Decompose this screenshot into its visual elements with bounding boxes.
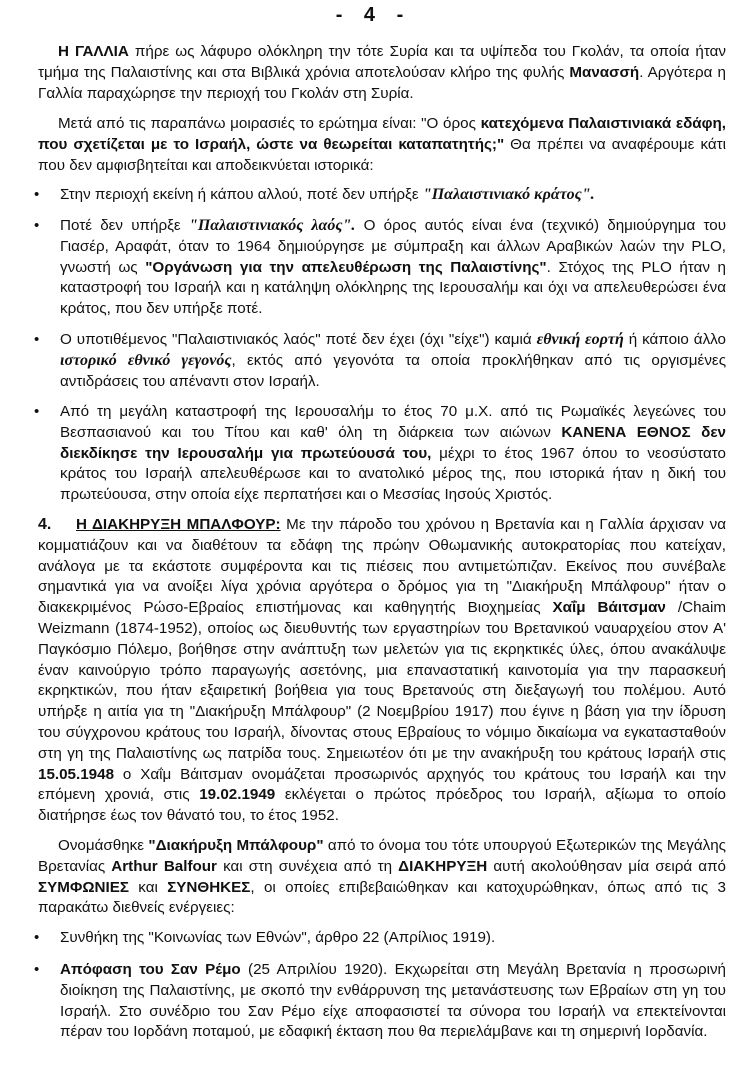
bold-text: Χαΐμ Βάιτσμαν (552, 599, 666, 617)
bullet-icon: • (34, 186, 40, 203)
bullet-icon: • (34, 961, 40, 978)
body-text: Συνθήκη της "Κοινωνίας των Εθνών", άρθρο 22 (Απρίλιος 1919). (60, 929, 496, 946)
bold-text: ΔΙΑΚΗΡΥΞΗ (398, 857, 488, 875)
bullet-icon: • (34, 929, 40, 946)
page-number: - 4 - (335, 4, 412, 26)
section-title: Η ΔΙΑΚΗΡΥΞΗ ΜΠΑΛΦΟΥΡ: (76, 516, 281, 533)
body-text: , εκτός από γεγονότα τα οποία προκλήθηκαν από τις οργισμένες αντιδράσεις του απέναντι στον Ισραήλ. (60, 351, 727, 390)
body-text: , οι οποίες επιβεβαιώθηκαν και κατοχυρώθηκαν, όπως από τις 3 παρακάτω διεθνείς ενέργειες: (38, 878, 726, 917)
body-text: Ο όρος αυτός είναι ένα (τεχνικό) δημιούργημα του Γιασέρ, Αραφάτ, όταν το 1964 δημιούργησε με σύμπραξη και άλλων Αραβικών λαών την PLO, γνωστή ως (60, 217, 727, 276)
bold-text: "Οργάνωση για την απελευθέρωση της Παλαιστίνης" (145, 258, 547, 276)
paragraph-question (38, 114, 726, 176)
body-text: και (128, 878, 168, 896)
bullet-item (34, 216, 727, 320)
body-text: Ο υποτιθέμενος "Παλαιστινιακός λαός" ποτέ δεν έχει (όχι "είχε") καμιά (60, 331, 537, 348)
bold-text: 15.05.1948 (38, 765, 115, 783)
body-text: αυτή ακολούθησαν μία σειρά από (487, 857, 726, 875)
bullet-item (34, 960, 726, 1043)
body-text: Με την πάροδο του χρόνου η Βρετανία και η Γαλλία άρχισαν να κομματιάζουν και να διαθέτουν τα εδάφη της πρώην Οθωμανικής αυτοκρατορίας που κατείχαν, ανάλογα με τα εκάστοτε συμφέροντα και τις πιέσεις που αντιμετώπιζαν. Εκείνος που συνέβαλε σημαντικά για να ανοίξει λίγα χρόνια αργότερα ο δρόμος για τη "Διακήρυξη Μπάλφουρ" ήταν ο διακεκριμένος Ρώσο-Εβραίος επιστήμονας και καθηγητής Βιοχημείας (38, 516, 726, 617)
bold-text: , που σχετίζεται με το Ισραήλ, ώστε να θεωρείται καταπατητής;" (38, 115, 726, 153)
body-text: Στην περιοχή εκείνη ή κάπου αλλού, ποτέ δεν υπήρξε (60, 186, 423, 203)
bullet-item (34, 185, 726, 206)
body-text: Μετά από τις παραπάνω μοιρασιές το ερώτημα είναι: "Ο όρος (58, 115, 481, 132)
bold-text: "Διακήρυξη Μπάλφουρ" (148, 837, 324, 854)
bold-text: κατεχόμενα Παλαιστινιακά εδάφη (480, 115, 722, 132)
bullet-icon: • (34, 331, 40, 348)
body-text: μέχρι το έτος 1967 όπου το νεοσύστατο κράτος του Ισραήλ απελευθέρωσε και το ανατολικό μέρος της, που ιστορικά ήταν η δική του πρωτεύουσα, στην οποία είχε περπατήσει και ο Μεσσίας Ιησούς Χριστός. (60, 444, 726, 504)
emphasis-text: "Παλαιστινιακός λαός". (188, 217, 356, 234)
body-text: Ποτέ δεν υπήρξε (60, 217, 189, 234)
body-text: εκλέγεται ο πρώτος πρόεδρος του Ισραήλ, αξίωμα το οποίο διατήρησε έως τον θάνατό του, το έτος 1952. (38, 786, 726, 825)
bullet-icon: • (34, 217, 40, 234)
body-text: πήρε ως λάφυρο ολόκληρη την τότε Συρία και τα υψίπεδα του Γκολάν, τα οποία ήταν τμήμα της Παλαιστίνης και στα Βιβλικά χρόνια αποτελούσαν κλήρο της φυλής (38, 43, 726, 81)
body-text: . Αργότερα η Γαλλία παραχώρησε την περιοχή του Γκολάν στη Συρία. (38, 63, 726, 102)
section-number: 4. (38, 516, 52, 533)
body-text: ή κάποιο άλλο (623, 331, 726, 348)
bold-text: ΣΥΝΘΗΚΕΣ (167, 878, 251, 896)
body-text: Από τη μεγάλη καταστροφή της Ιερουσαλήμ το έτος 70 μ.Χ. από τις Ρωμαϊκές λεγεώνες του Βεσπασιανού και του Τίτου και καθ' όλη τη διάρκεια των αιώνων (60, 403, 726, 441)
body-text: και στη συνέχεια από τη (216, 857, 399, 875)
bullet-item (34, 402, 726, 506)
bullet-item (34, 330, 727, 392)
bold-text: Απόφαση του Σαν Ρέμο (60, 961, 241, 978)
bold-text: Μανασσή (569, 63, 640, 81)
body-text: Θα πρέπει να αναφέρουμε κάτι που δεν αμφισβητείται και αποδεικνύεται ιστορικά: (38, 135, 727, 174)
body-text: . Στόχος της PLO ήταν η καταστροφή του Ισραήλ και η κατάληψη ολόκληρης της Ιερουσαλήμ και όχι να απελευθερώσει ένα κράτος, που δεν υπήρξε ποτέ. (60, 258, 726, 318)
bold-text: Η ΓΑΛΛΙΑ (58, 43, 129, 60)
emphasis-text: εθνική εορτή (536, 331, 624, 348)
body-text: ο Χαΐμ Βάιτσμαν ονομάζεται προσωρινός αρχηγός του κράτους του Ισραήλ και την επόμενη χρονιά, στις (38, 765, 726, 804)
bold-text: ΚΑΝΕΝΑ ΕΘΝΟΣ δεν διεκδίκησε την Ιερουσαλήμ για πρωτεύουσά του, (60, 423, 726, 462)
emphasis-text: ιστορικό εθνικό γεγονός (60, 351, 232, 369)
emphasis-text: "Παλαιστινιακό κράτος". (422, 186, 595, 203)
body-text: (25 Απριλίου 1920). Εκχωρείται στη Μεγάλη Βρετανία η προσωρινή διοίκηση της Παλαιστίνης, με σκοπό την ενθάρρυνση της μετανάστευσης των Εβραίων στη γη του Ισραήλ. Στο συνέδριο του Σαν Ρέμο είχε αποφασιστεί τα σύνορα του Ισραήλ να επεκτείνονται πέραν του Ιορδάνη ποταμού, με εδαφική έκταση που θα περιελάμβανε και τη σημερινή Ιορδανία. (60, 961, 726, 1041)
paragraph-gaul (38, 42, 726, 104)
section-balfour (38, 515, 726, 827)
paragraph-named (38, 836, 726, 919)
body-text: από το όνομα του τότε υπουργού Εξωτερικών της Μεγάλης Βρετανίας (38, 837, 726, 875)
bullet-item (34, 928, 726, 949)
body-text: /Chaim Weizmann (1874-1952), οποίος ως διευθυντής των εργαστηρίων του Βρετανικού ναυαρχείου στον Α' Παγκόσμιο Πόλεμο, βοήθησε στην ανάπτυξη των μελετών για τις εκρηκτικές ύλες, όπου ανακάλυψε έναν καινούργιο τρόπο παραγωγής ασετόνης, μια επαναστατική καινοτομία για την παρασκευή εκρηκτικών, που ήταν εξαιρετική βοήθεια για τους Βρετανούς στη διεξαγωγή του πολέμου. Αυτό υπήρξε η αιτία για τη "Διακήρυξη Μπάλφουρ" (2 Νοεμβρίου 1917) που έγινε η βάση για την ίδρυση του σύγχρονου κράτους του Ισραήλ, δίνοντας στους Εβραίους το νόμιμο δικαίωμα να εγκατασταθούν στη γη της Παλαιστίνης ως πατρίδα τους. Σημειωτέον ότι με την ανακήρυξη του κράτους Ισραήλ στις (38, 599, 727, 762)
bold-text: ΣΥΜΦΩΝΙΕΣ (38, 878, 129, 896)
bold-text: Arthur Balfour (111, 857, 217, 875)
body-text: Ονομάσθηκε (58, 837, 149, 854)
bullet-icon: • (34, 403, 40, 420)
bold-text: 19.02.1949 (199, 786, 276, 804)
